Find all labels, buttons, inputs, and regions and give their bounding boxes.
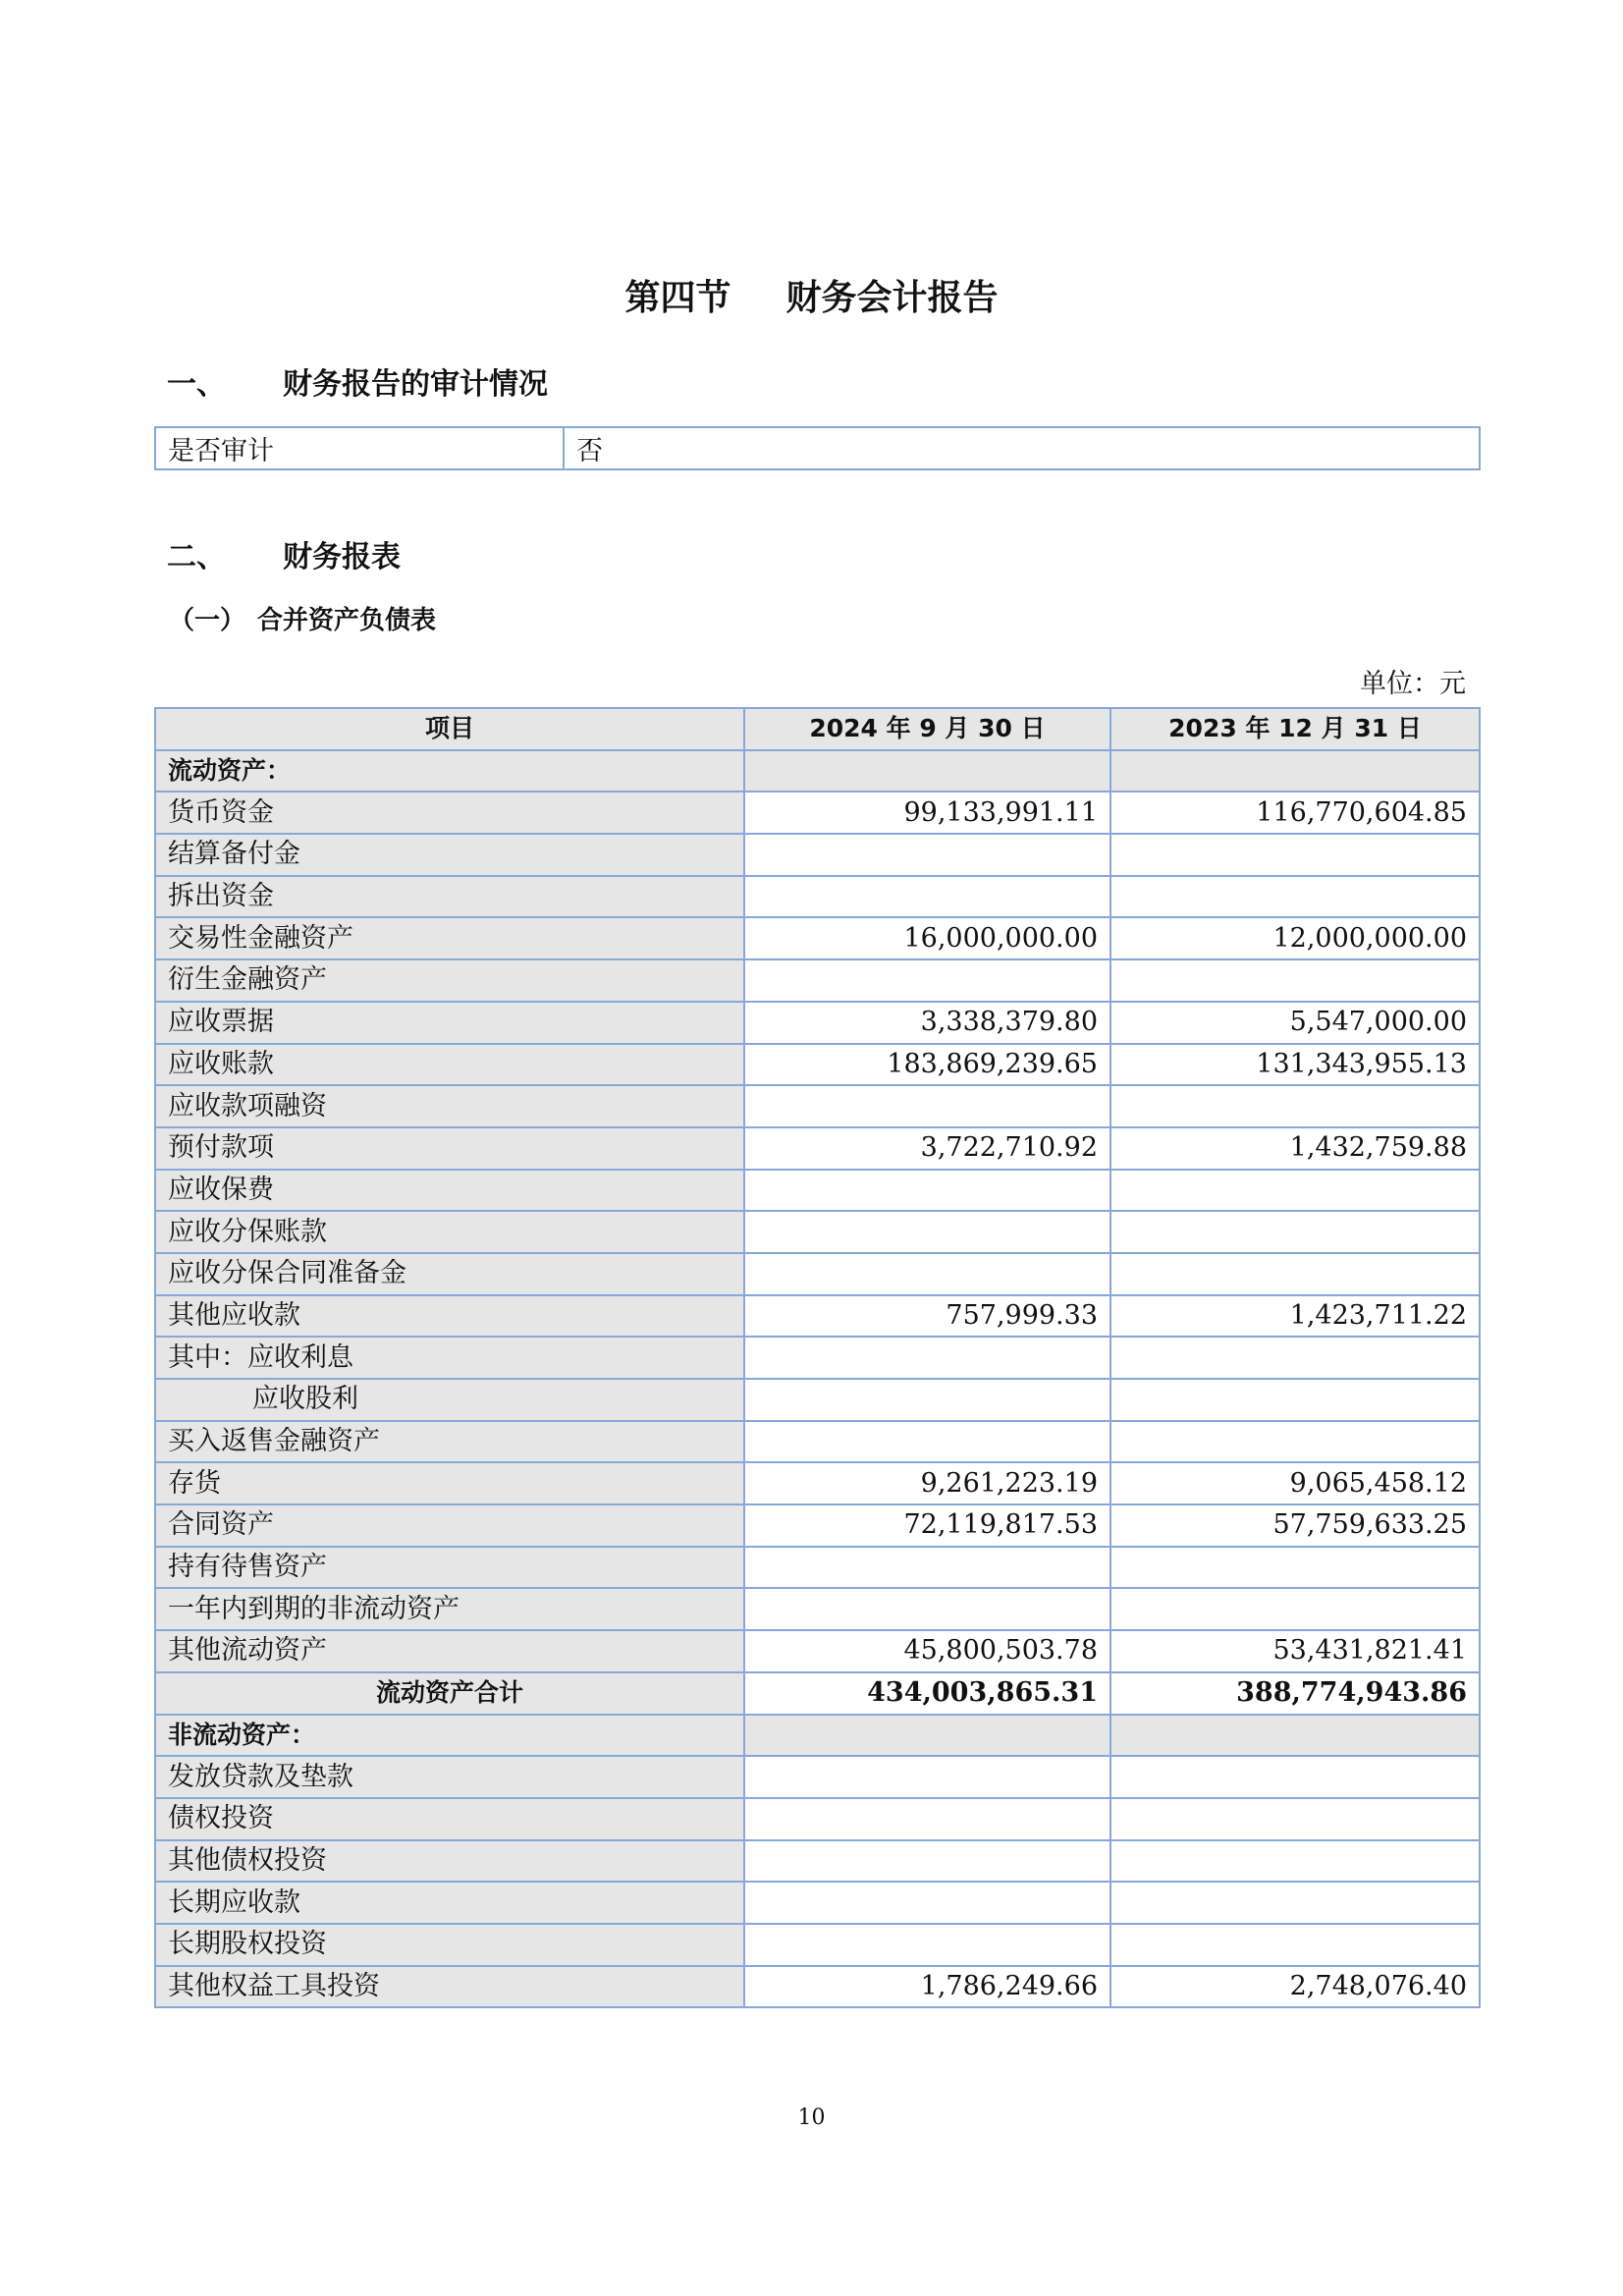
table-row [155,1756,1480,1798]
table-row [155,1085,1480,1127]
row-label: 其中：应收利息 [155,1337,744,1379]
value-2023: 131,343,955.13 [1110,1044,1480,1086]
value-2024: 434,003,865.31 [744,1672,1110,1715]
value-2024 [744,959,1110,1002]
row-label: 应收账款 [155,1044,744,1086]
row-label: 债权投资 [155,1798,744,1840]
value-2024: 16,000,000.00 [744,917,1110,959]
balance-sheet-table [154,707,1481,2008]
value-2024: 45,800,503.78 [744,1630,1110,1672]
row-label: 其他债权投资 [155,1840,744,1883]
value-2023 [1110,876,1480,918]
row-label: 流动资产： [155,750,744,793]
value-2024 [744,1253,1110,1295]
heading-text: 财务报表 [283,540,401,574]
table-row [155,1337,1480,1379]
subheading-balance-sheet [169,603,436,638]
table-row [155,1211,1480,1253]
value-2023: 1,423,711.22 [1110,1295,1480,1338]
value-2023: 5,547,000.00 [1110,1002,1480,1044]
value-2024 [744,876,1110,918]
row-label: 一年内到期的非流动资产 [155,1588,744,1630]
heading-statements [167,538,401,577]
table-row [155,1672,1480,1715]
table-row [155,917,1480,959]
value-2024 [744,1379,1110,1421]
value-2023: 2,748,076.40 [1110,1966,1480,2008]
value-2024: 3,338,379.80 [744,1002,1110,1044]
table-row [155,876,1480,918]
value-2024 [744,1715,1110,1757]
value-2024 [744,834,1110,876]
row-label: 非流动资产： [155,1715,744,1757]
value-2023 [1110,1588,1480,1630]
value-2023: 388,774,943.86 [1110,1672,1480,1715]
value-2023 [1110,1715,1480,1757]
row-label: 存货 [155,1462,744,1504]
header-2023: 2023 年 12 月 31 日 [1110,708,1480,750]
subheading-number: （一） [169,606,246,635]
value-2023 [1110,1882,1480,1924]
section-number: 第四节 [624,278,731,318]
audit-row [155,427,1480,469]
value-2024 [744,1588,1110,1630]
value-2024 [744,1882,1110,1924]
page-number: 10 [797,2105,826,2130]
table-row [155,1044,1480,1086]
header-item: 项目 [155,708,744,750]
row-label: 其他流动资产 [155,1630,744,1672]
value-2024 [744,1924,1110,1966]
value-2023 [1110,1840,1480,1883]
audit-label: 是否审计 [155,427,564,469]
table-row [155,1253,1480,1295]
table-header-row [155,708,1480,750]
row-label: 买入返售金融资产 [155,1421,744,1463]
value-2024 [744,1421,1110,1463]
table-row [155,1715,1480,1757]
table-row [155,1882,1480,1924]
value-2024: 757,999.33 [744,1295,1110,1338]
row-label: 拆出资金 [155,876,744,918]
table-row [155,1630,1480,1672]
row-label: 应收分保账款 [155,1211,744,1253]
table-row [155,834,1480,876]
value-2023 [1110,1253,1480,1295]
value-2024: 183,869,239.65 [744,1044,1110,1086]
value-2024: 72,119,817.53 [744,1504,1110,1547]
value-2023: 12,000,000.00 [1110,917,1480,959]
row-label: 预付款项 [155,1127,744,1170]
audit-table [154,426,1481,470]
value-2023 [1110,1211,1480,1253]
row-label: 合同资产 [155,1504,744,1547]
row-label: 应收保费 [155,1170,744,1212]
value-2024: 9,261,223.19 [744,1462,1110,1504]
value-2024: 99,133,991.11 [744,792,1110,834]
value-2023 [1110,1756,1480,1798]
value-2024 [744,1211,1110,1253]
value-2023: 1,432,759.88 [1110,1127,1480,1170]
value-2024 [744,1547,1110,1589]
table-row [155,750,1480,793]
row-label: 持有待售资产 [155,1547,744,1589]
table-row [155,1588,1480,1630]
value-2024 [744,1170,1110,1212]
value-2024 [744,1756,1110,1798]
table-row [155,1547,1480,1589]
value-2023 [1110,1379,1480,1421]
unit-label: 单位：元 [1360,669,1466,699]
table-row [155,959,1480,1002]
table-row [155,1295,1480,1338]
value-2024 [744,1085,1110,1127]
table-row [155,1462,1480,1504]
value-2023 [1110,1170,1480,1212]
row-label: 应收款项融资 [155,1085,744,1127]
row-label: 长期股权投资 [155,1924,744,1966]
heading-text: 财务报告的审计情况 [283,367,548,402]
table-row [155,1966,1480,2008]
row-label: 流动资产合计 [155,1672,744,1715]
value-2023 [1110,1924,1480,1966]
value-2024: 3,722,710.92 [744,1127,1110,1170]
row-label: 其他权益工具投资 [155,1966,744,2008]
row-label: 应收分保合同准备金 [155,1253,744,1295]
heading-number: 一、 [167,367,226,402]
value-2024 [744,1798,1110,1840]
value-2023 [1110,1547,1480,1589]
heading-number: 二、 [167,540,226,574]
row-label: 应收票据 [155,1002,744,1044]
table-row [155,1002,1480,1044]
row-label: 结算备付金 [155,834,744,876]
value-2023 [1110,959,1480,1002]
row-label: 衍生金融资产 [155,959,744,1002]
value-2023: 53,431,821.41 [1110,1630,1480,1672]
table-row [155,1170,1480,1212]
value-2024 [744,1840,1110,1883]
value-2023 [1110,834,1480,876]
row-label: 应收股利 [155,1379,744,1421]
table-row [155,1798,1480,1840]
table-row [155,1924,1480,1966]
section-name: 财务会计报告 [785,278,999,318]
table-row [155,1504,1480,1547]
row-label: 其他应收款 [155,1295,744,1338]
header-2024: 2024 年 9 月 30 日 [744,708,1110,750]
table-row [155,1840,1480,1883]
value-2023 [1110,750,1480,793]
table-row [155,1421,1480,1463]
value-2023: 9,065,458.12 [1110,1462,1480,1504]
row-label: 发放贷款及垫款 [155,1756,744,1798]
heading-audit [167,365,548,405]
value-2023 [1110,1337,1480,1379]
row-label: 长期应收款 [155,1882,744,1924]
value-2024 [744,1337,1110,1379]
value-2023 [1110,1798,1480,1840]
audit-value: 否 [564,427,1480,469]
table-row [155,792,1480,834]
value-2023: 57,759,633.25 [1110,1504,1480,1547]
table-row [155,1379,1480,1421]
value-2023 [1110,1421,1480,1463]
row-label: 货币资金 [155,792,744,834]
page-title [0,275,1623,322]
subheading-text: 合并资产负债表 [257,606,437,635]
table-row [155,1127,1480,1170]
value-2023: 116,770,604.85 [1110,792,1480,834]
value-2024 [744,750,1110,793]
value-2023 [1110,1085,1480,1127]
row-label: 交易性金融资产 [155,917,744,959]
value-2024: 1,786,249.66 [744,1966,1110,2008]
